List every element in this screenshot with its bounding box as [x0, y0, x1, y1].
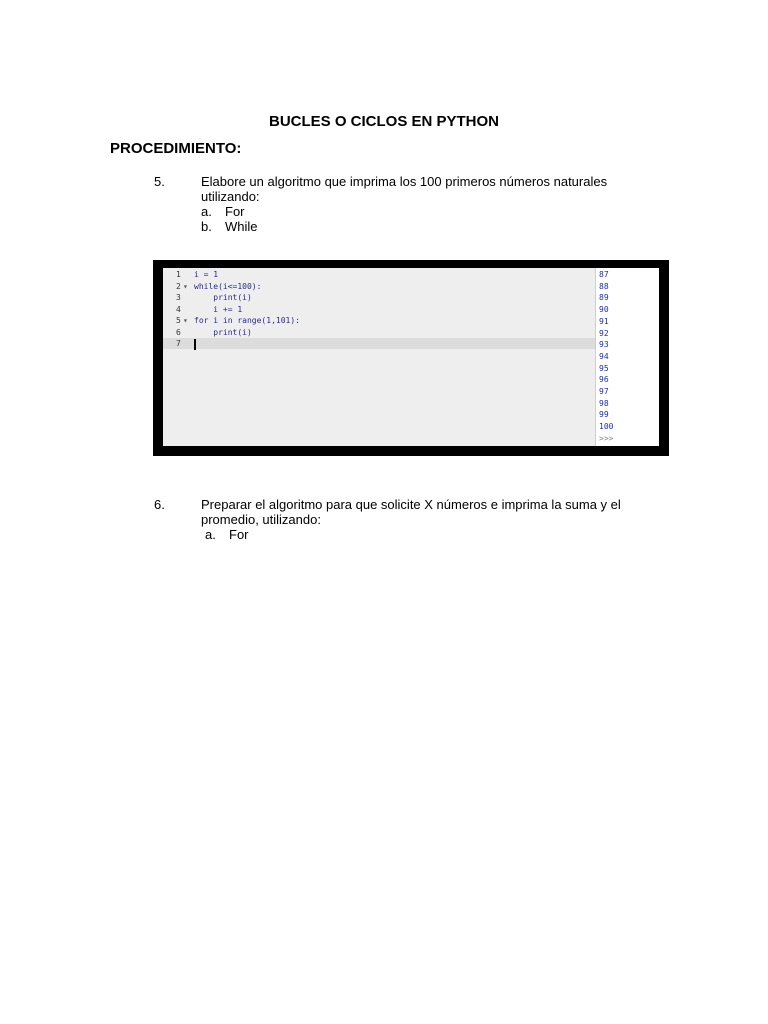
item-body: [201, 497, 641, 542]
line-number: 1: [176, 270, 181, 279]
console-divider: [595, 268, 596, 446]
section-heading: PROCEDIMIENTO:: [110, 140, 242, 157]
console-line: 98: [599, 398, 609, 408]
code-text: i = 1: [194, 270, 219, 279]
code-text: print(i): [194, 293, 252, 302]
console-line: 90: [599, 305, 609, 315]
item-number: 5.: [154, 174, 165, 189]
subitem-letter: b.: [201, 219, 212, 234]
line-number: 2: [176, 281, 181, 291]
code-line: [163, 304, 595, 315]
code-line: [163, 292, 595, 303]
console-prompt[interactable]: >>>: [599, 433, 614, 443]
text-cursor: [194, 339, 196, 350]
console-line: 92: [599, 328, 609, 338]
console-line: 99: [599, 410, 609, 420]
subitem: [201, 527, 641, 542]
console-line: 91: [599, 316, 609, 326]
code-line: [163, 269, 595, 280]
code-text: print(i): [194, 327, 252, 337]
line-number: 6: [176, 327, 181, 337]
subitem-text: For: [225, 204, 245, 219]
fold-arrow-icon[interactable]: ▾: [183, 316, 188, 325]
subitem-letter: a.: [205, 527, 216, 542]
subitem: [201, 219, 641, 234]
console-line: 97: [599, 387, 609, 396]
console-line: 95: [599, 363, 609, 373]
item-text-line: promedio, utilizando:: [201, 512, 321, 527]
subitem-letter: a.: [201, 204, 212, 219]
code-line: [163, 281, 595, 292]
line-number: 7: [176, 339, 181, 348]
item-text-line: Preparar el algoritmo para que solicite X números e imprima la suma y el: [201, 497, 621, 512]
document-title: BUCLES O CICLOS EN PYTHON: [268, 113, 500, 130]
item-body: [201, 174, 641, 234]
subitem-text: While: [225, 219, 258, 234]
subitem-text: For: [229, 527, 249, 542]
console-output[interactable]: [595, 268, 659, 446]
console-line: 88: [599, 281, 609, 291]
console-line: 89: [599, 293, 609, 303]
console-line: 94: [599, 351, 609, 361]
item-text-line: Elabore un algoritmo que imprima los 100 primeros números naturales: [201, 174, 608, 189]
console-line: 93: [599, 340, 609, 350]
code-text: for i in range(1,101):: [194, 316, 300, 325]
fold-arrow-icon[interactable]: ▾: [183, 281, 188, 291]
console-line: 100: [599, 422, 614, 432]
line-number: 5: [176, 316, 181, 325]
line-number: 4: [176, 304, 181, 314]
item-number: 6.: [154, 497, 165, 512]
code-text: while(i<=100):: [194, 281, 262, 291]
subitem: [201, 204, 641, 219]
code-line: [163, 315, 595, 326]
code-editor[interactable]: [163, 268, 595, 446]
console-line: 96: [599, 375, 609, 385]
code-text: i += 1: [194, 304, 243, 314]
line-number: 3: [176, 293, 181, 302]
code-line-active: [163, 338, 595, 349]
item-text-line: utilizando:: [201, 189, 260, 204]
code-line: [163, 327, 595, 338]
console-line: 87: [599, 270, 609, 279]
code-editor-screenshot: [153, 260, 669, 456]
